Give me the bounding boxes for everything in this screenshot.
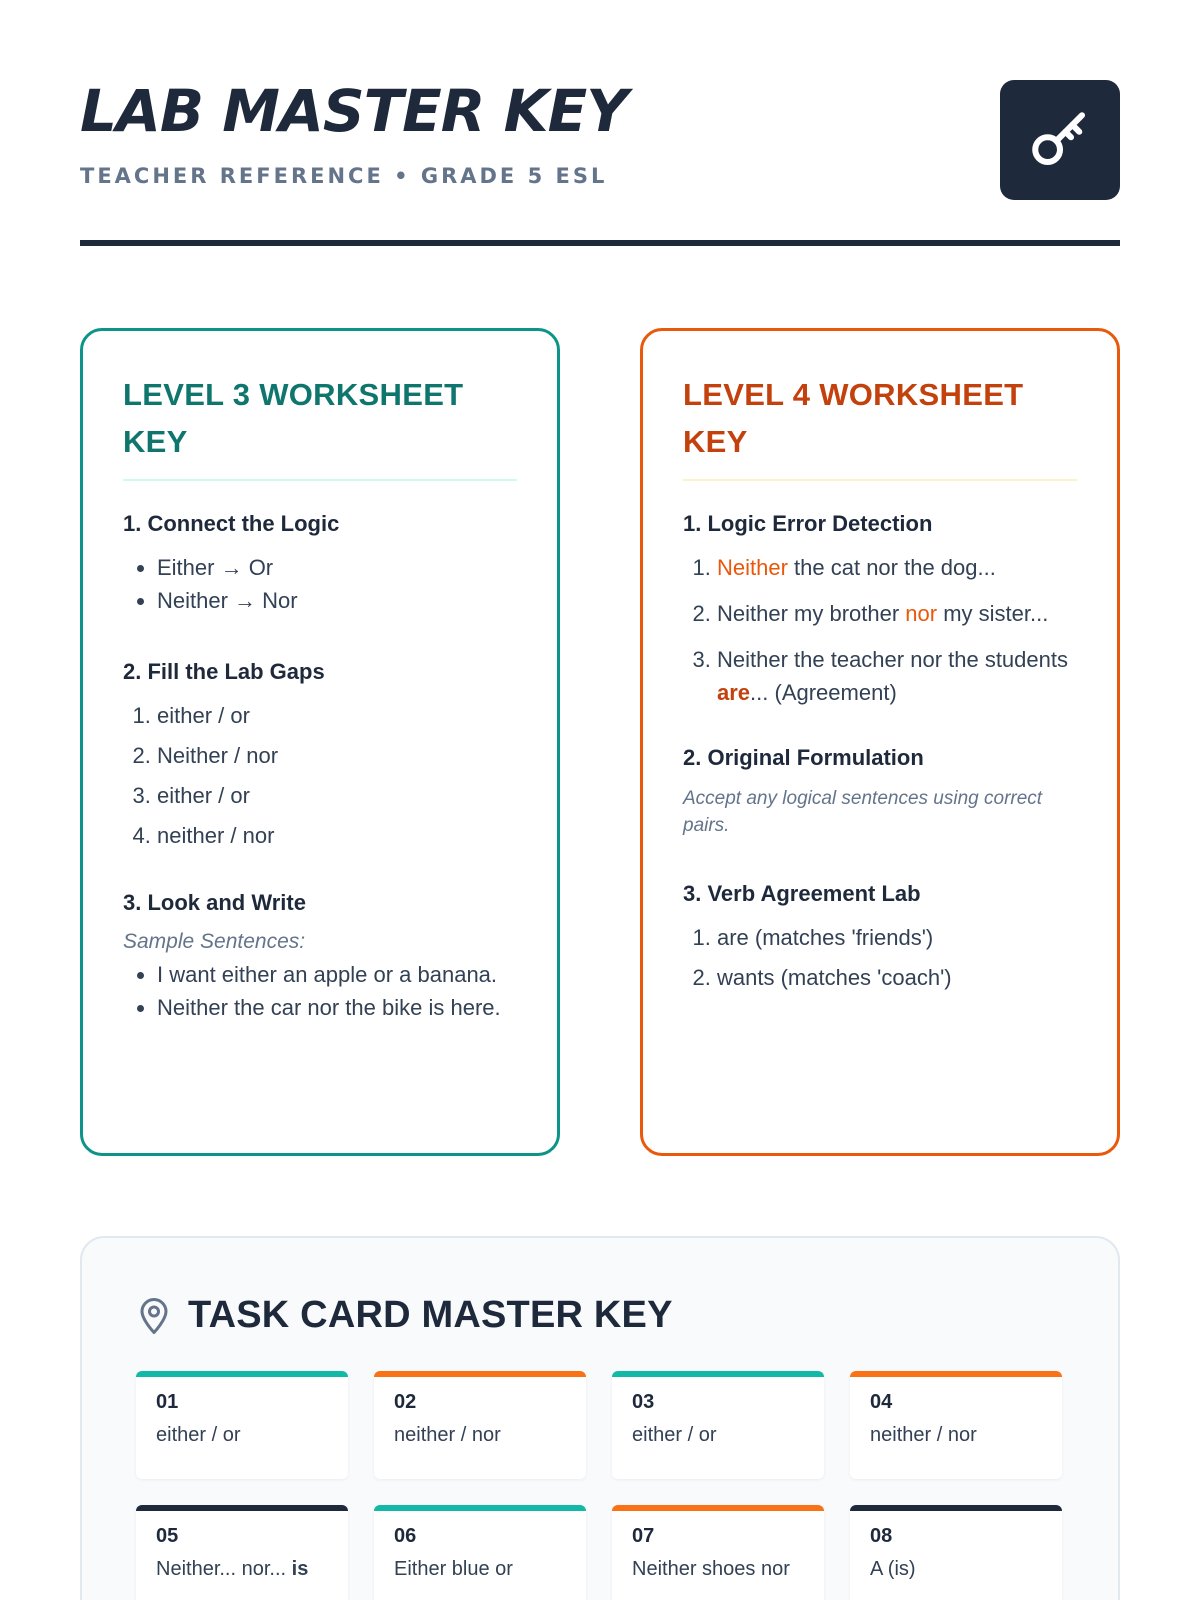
highlight-text: are bbox=[717, 680, 751, 705]
l4-section-verb-agreement bbox=[683, 881, 1077, 994]
l4-section-3-title: 3. Verb Agreement Lab bbox=[683, 881, 921, 906]
list-item: 4. neither / nor bbox=[157, 819, 517, 852]
l4-section-2-title: 2. Original Formulation bbox=[683, 745, 924, 770]
task-card-number: 02 bbox=[394, 1391, 417, 1413]
level-4-title: LEVEL 4 WORKSHEET KEY bbox=[683, 371, 1077, 481]
sample-sentences-label: Sample Sentences: bbox=[123, 930, 306, 953]
level-3-title: LEVEL 3 WORKSHEET KEY bbox=[123, 371, 517, 481]
list-item: • I want either an apple or a banana. bbox=[157, 958, 517, 991]
key-icon bbox=[1027, 107, 1093, 173]
page-title: LAB MASTER KEY bbox=[80, 77, 628, 145]
list-item bbox=[717, 597, 1077, 630]
task-card-answer: Either blue or bbox=[394, 1558, 513, 1580]
task-card-number: 08 bbox=[870, 1525, 893, 1547]
l3-section-2-list bbox=[123, 699, 517, 852]
item-text: my sister... bbox=[937, 601, 1049, 626]
task-card-08 bbox=[850, 1505, 1062, 1600]
task-card-answer: either / or bbox=[156, 1424, 241, 1446]
task-card-number: 03 bbox=[632, 1391, 655, 1413]
task-card-number: 07 bbox=[632, 1525, 655, 1547]
item-text: the cat nor the dog... bbox=[787, 555, 996, 580]
task-card-answer: neither / nor bbox=[870, 1424, 977, 1446]
task-card-03 bbox=[612, 1371, 824, 1479]
level-4-key-card bbox=[640, 328, 1120, 1156]
task-card-04 bbox=[850, 1371, 1062, 1479]
list-item: 3. either / or bbox=[157, 779, 517, 812]
task-card-number: 04 bbox=[870, 1391, 893, 1413]
item-text: ... (Agreement) bbox=[750, 680, 897, 705]
l3-section-1-title: 1. Connect the Logic bbox=[123, 511, 340, 536]
task-card-number: 05 bbox=[156, 1525, 179, 1547]
task-card-answer: A (is) bbox=[870, 1558, 916, 1580]
l4-section-1-title: 1. Logic Error Detection bbox=[683, 511, 933, 536]
header-divider bbox=[80, 240, 1120, 246]
l3-section-look-write bbox=[123, 890, 517, 1024]
task-card-05 bbox=[136, 1505, 348, 1600]
l3-section-connect-logic bbox=[123, 511, 517, 617]
list-item: 1. are (matches 'friends') bbox=[717, 921, 1077, 954]
list-item: 2. Neither / nor bbox=[157, 739, 517, 772]
task-card-07 bbox=[612, 1505, 824, 1600]
list-item bbox=[717, 551, 1077, 584]
item-text: Neither my brother bbox=[717, 601, 906, 626]
l4-section-1-list bbox=[683, 551, 1077, 709]
list-item bbox=[717, 643, 1077, 709]
list-item: • Neither the car nor the bike is here. bbox=[157, 991, 517, 1024]
item-text: Neither the teacher nor the students bbox=[717, 647, 1068, 672]
list-item: 1. either / or bbox=[157, 699, 517, 732]
highlight-text: nor bbox=[905, 601, 938, 626]
task-card-answer: Neither shoes nor bbox=[632, 1558, 790, 1580]
task-card-master-key bbox=[80, 1236, 1120, 1600]
l3-section-3-list bbox=[123, 958, 517, 1024]
l4-section-original-formulation bbox=[683, 745, 1077, 839]
highlight-text: Neither bbox=[717, 555, 788, 580]
task-card-grid bbox=[136, 1371, 1064, 1600]
task-key-header bbox=[136, 1294, 1064, 1337]
list-item: • Neither → Nor bbox=[157, 584, 517, 617]
l3-section-3-title: 3. Look and Write bbox=[123, 890, 306, 915]
level-3-key-card bbox=[80, 328, 560, 1156]
key-badge bbox=[1000, 80, 1120, 200]
task-card-answer: either / or bbox=[632, 1424, 717, 1446]
task-card-number: 06 bbox=[394, 1525, 417, 1547]
l3-section-1-list bbox=[123, 551, 517, 617]
task-card-answer bbox=[156, 1556, 328, 1582]
task-card-number: 01 bbox=[156, 1391, 179, 1413]
l4-section-3-list bbox=[683, 921, 1077, 994]
answer-text: Neither... nor... bbox=[156, 1558, 287, 1580]
task-card-01 bbox=[136, 1371, 348, 1479]
task-card-06 bbox=[374, 1505, 586, 1600]
formulation-note: Accept any logical sentences using correct pairs. bbox=[683, 788, 1043, 836]
list-item: 2. wants (matches 'coach') bbox=[717, 961, 1077, 994]
list-item: • Either → Or bbox=[157, 551, 517, 584]
task-card-02 bbox=[374, 1371, 586, 1479]
page-header bbox=[80, 77, 1120, 248]
task-key-title: TASK CARD MASTER KEY bbox=[188, 1294, 673, 1336]
page-subtitle: TEACHER REFERENCE • GRADE 5 ESL bbox=[80, 164, 608, 188]
map-pin-icon bbox=[136, 1296, 172, 1336]
l4-section-error-detection bbox=[683, 511, 1077, 709]
answer-bold: is bbox=[291, 1558, 309, 1580]
l3-section-2-title: 2. Fill the Lab Gaps bbox=[123, 659, 325, 684]
task-card-answer: neither / nor bbox=[394, 1424, 501, 1446]
l3-section-fill-gaps bbox=[123, 659, 517, 852]
